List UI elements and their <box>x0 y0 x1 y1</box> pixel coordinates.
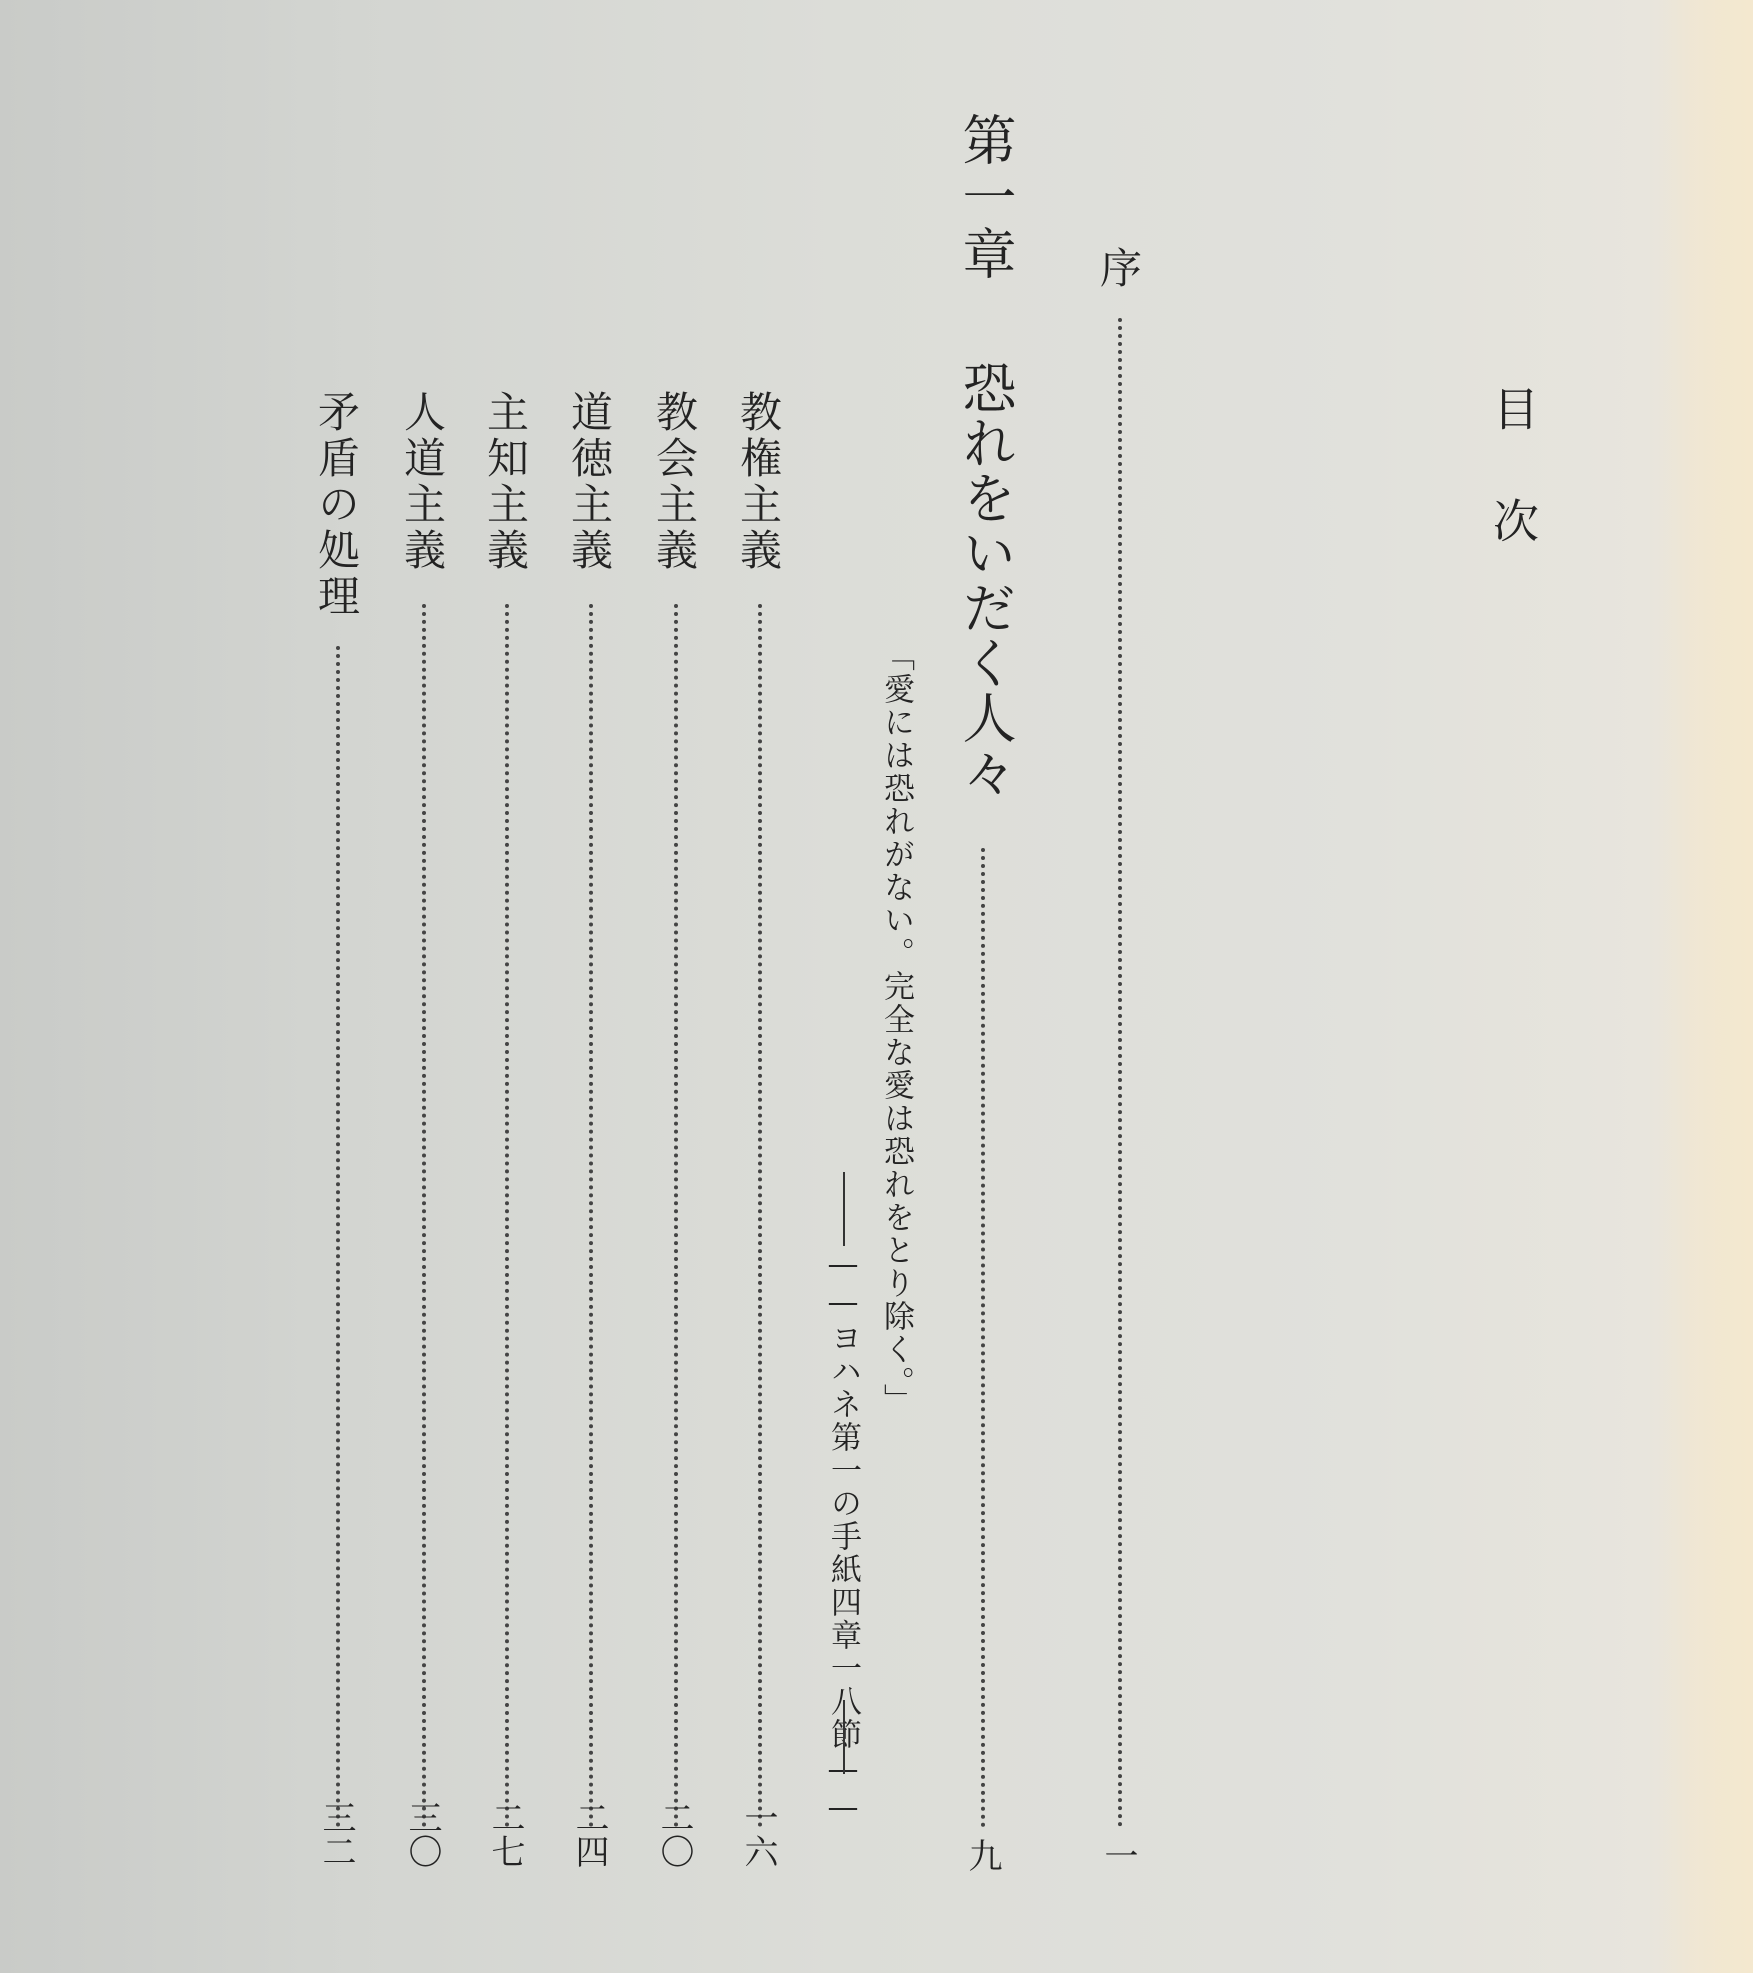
chapter-title: 恐れをいだく人々 <box>954 360 1017 800</box>
chapter-number: 第一章 <box>954 112 1017 283</box>
section-label: 主知主義 <box>481 390 530 574</box>
epigraph-rule-top <box>843 1172 845 1246</box>
section-leader <box>758 604 762 1828</box>
section-label: 道徳主義 <box>565 390 614 574</box>
section-page-number: 二四 <box>569 1800 609 1868</box>
preface-page-number: 一 <box>1098 1838 1138 1872</box>
section-leader <box>336 646 340 1828</box>
epigraph-quote: 「愛には恐れがない。完全な愛は恐れをとり除く。」 <box>878 640 914 1417</box>
section-page-number: 三二 <box>316 1800 356 1868</box>
section-leader <box>422 604 426 1828</box>
chapter-page-number: 九 <box>962 1838 1002 1872</box>
preface-label: 序 <box>1094 246 1143 288</box>
section-page-number: 三〇 <box>402 1800 442 1868</box>
section-leader <box>589 604 593 1828</box>
chapter-leader <box>981 848 985 1828</box>
section-label: 教権主義 <box>734 390 783 574</box>
section-leader <box>674 604 678 1828</box>
epigraph-source-text: ——ヨハネ第一の手紙四章一八節—— <box>825 1246 861 1827</box>
epigraph-rule-bottom <box>843 1700 845 1774</box>
section-page-number: 二七 <box>485 1800 525 1868</box>
preface-leader <box>1118 318 1122 1828</box>
section-page-number: 二〇 <box>654 1800 694 1868</box>
section-page-number: 一六 <box>738 1800 778 1868</box>
toc-title: 目 次 <box>1486 385 1540 549</box>
page-edge-shading <box>1663 0 1753 1973</box>
section-label: 矛盾の処理 <box>312 390 361 620</box>
section-label: 人道主義 <box>398 390 447 574</box>
section-leader <box>505 604 509 1828</box>
section-label: 教会主義 <box>650 390 699 574</box>
